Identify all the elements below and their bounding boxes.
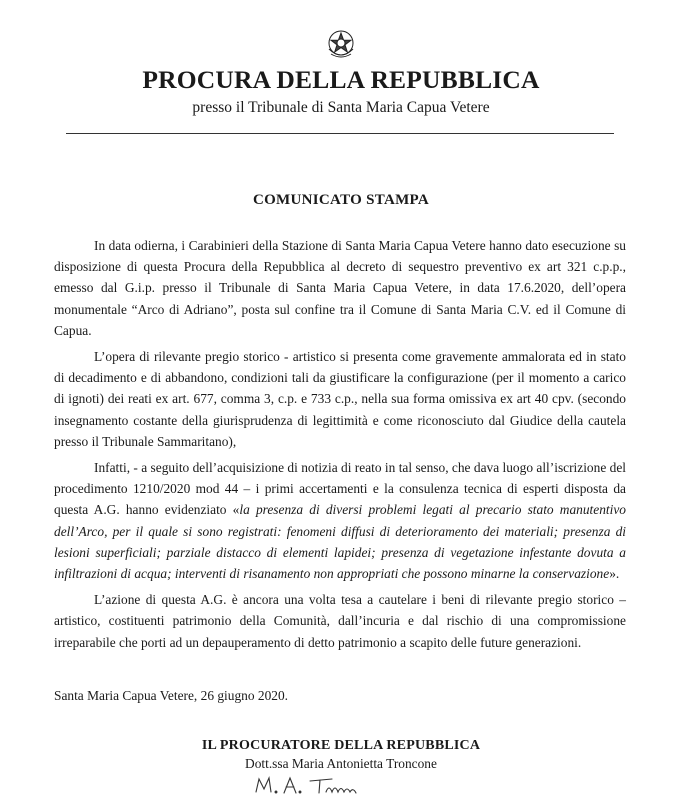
paragraph-3-lead: Infatti, - a seguito dell’acquisizione di notizia di reato in tal senso, che dava luogo all’iscrizione del procedimento 1210/2020 mod 44 – i primi accertamenti e la consulenza tecnica di esperti disposta da questa A.G. hanno evidenziato « — [54, 460, 626, 518]
dateline: Santa Maria Capua Vetere, 26 giugno 2020. — [54, 688, 289, 703]
document-body — [54, 235, 626, 658]
paragraph-4: L’azione di questa A.G. è ancora una volta tesa a cautelare i beni di rilevante pregio storico – artistico, costituenti patrimonio della Comunità, dall’incuria e dal rischio di una compromissione irreparabile che porti ad un depauperamento di detto patrimonio a scapito delle future generazioni. — [54, 592, 626, 650]
paragraph-2: L’opera di rilevante pregio storico - artistico si presenta come gravemente ammalorata ed in stato di decadimento e di abbandono, condizioni tali da giustificare la configurazione (per il momento a carico di ignoti) dei reati ex art. 677, comma 3, c.p. e 733 c.p., nella sua forma omissiva ex art 40 cpv. (secondo insegnamento costante della giurisprudenza di legittimità e come riconosciuto dal Giudice della cautela presso il Tribunale Sammaritano), — [54, 349, 626, 449]
office-subtitle: presso il Tribunale di Santa Maria Capua Vetere — [192, 99, 490, 116]
paragraph-3 — [54, 457, 626, 584]
paragraph-3-tail: ». — [609, 566, 620, 582]
handwritten-signature — [250, 772, 400, 798]
paragraph-3-quote: la presenza di diversi problemi legati al precario stato manutentivo dell’Arco, per il quale si sono registrati: fenomeni diffusi di deterioramento dei materiali; presenza di lesioni superficiali; parziale distacco di elementi lapidei; presenza di vegetazione infestante dovuta a infiltrazioni di acqua; interventi di risanamento non appropriati che possono minarne la conservazione — [54, 502, 626, 582]
paragraph-1: In data odierna, i Carabinieri della Stazione di Santa Maria Capua Vetere hanno dato esecuzione su disposizione di questa Procura della Repubblica al decreto di sequestro preventivo ex art 321 c.p.p., emesso dal G.i.p. presso il Tribunale di Santa Maria Capua Vetere, in data 17.6.2020, dell’opera monumentale “Arco di Adriano”, posta sul confine tra il Comune di Santa Maria C.V. ed il Comune di Capua. — [54, 238, 626, 338]
signer-name: Dott.ssa Maria Antonietta Troncone — [245, 756, 437, 771]
document-title: COMUNICATO STAMPA — [252, 192, 430, 208]
office-name: PROCURA DELLA REPUBBLICA — [142, 65, 540, 94]
signer-title: IL PROCURATORE DELLA REPUBBLICA — [201, 738, 481, 753]
italian-republic-emblem-icon — [325, 27, 357, 61]
header-divider — [66, 133, 614, 134]
